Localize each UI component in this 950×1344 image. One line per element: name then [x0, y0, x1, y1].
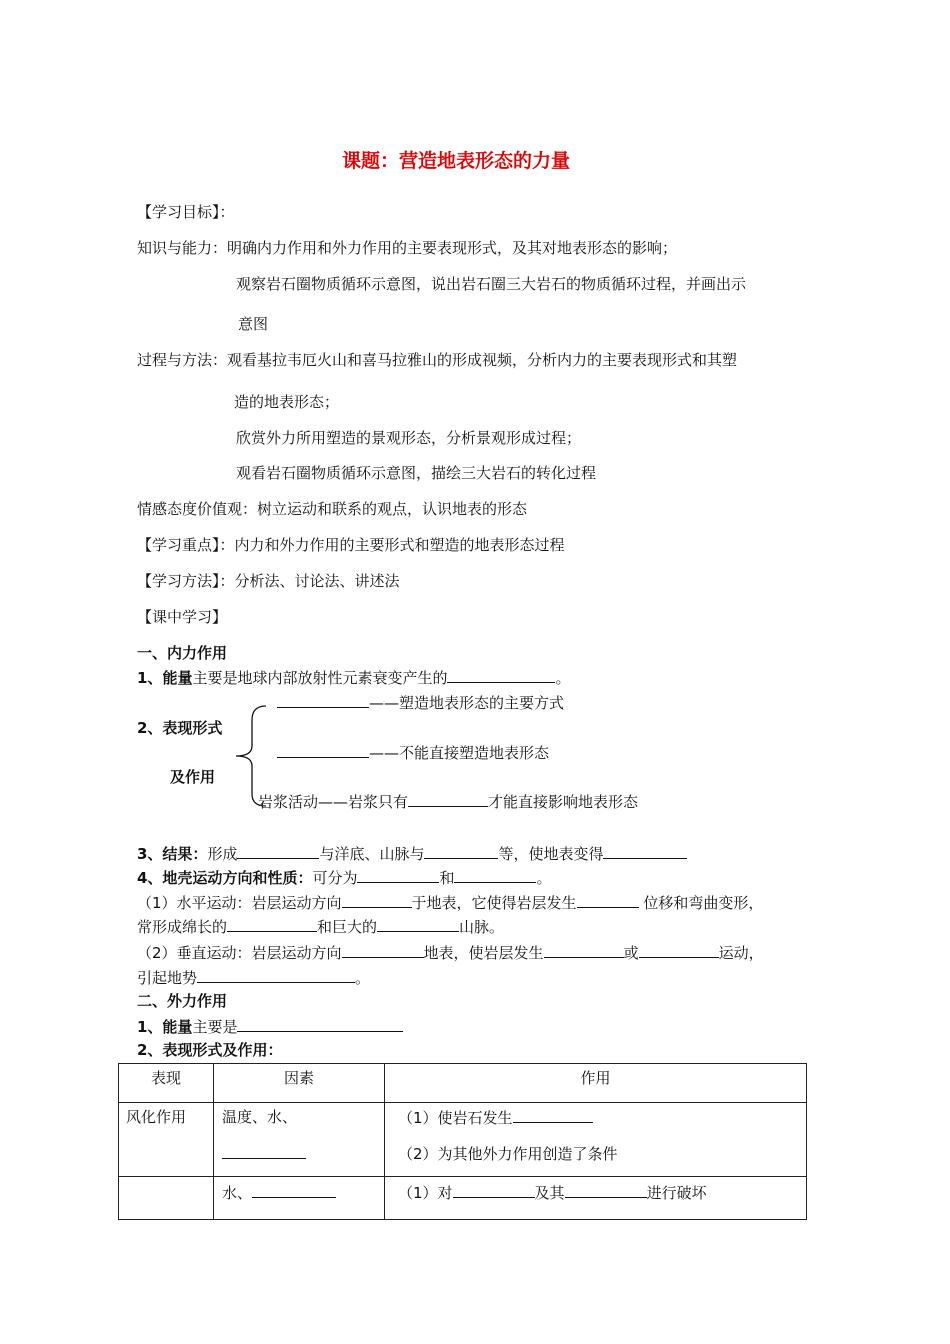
- blank[interactable]: [453, 1182, 535, 1198]
- horizontal-motion-line-1: [137, 892, 763, 913]
- table-cell: [214, 1177, 385, 1220]
- process-item-3: 观看岩石圈物质循环示意图，描绘三大岩石的转化过程: [236, 464, 597, 482]
- brace-line-3-a: 岩浆活动——岩浆只有: [258, 793, 409, 811]
- method-row: [137, 571, 400, 591]
- brace-line-2-text: ——不能直接塑造地表形态: [369, 744, 550, 762]
- erosion-effect: [385, 1177, 806, 1203]
- vertical-motion-line-1: [137, 942, 764, 963]
- key-point-label: 【学习重点】：: [137, 536, 235, 554]
- key-point-text: 内力和外力作用的主要形式和塑造的地表形态过程: [234, 536, 565, 554]
- process-row: [137, 350, 737, 370]
- horizontal-motion-line-2: [137, 916, 504, 937]
- brace-line-3-b: 才能直接影响地表形态: [488, 793, 639, 811]
- blank[interactable]: [277, 692, 369, 708]
- weathering-factor-blank: [214, 1127, 384, 1164]
- table-row: [119, 1103, 807, 1177]
- horizontal-motion-d: 常形成绵长的: [137, 918, 228, 936]
- table-cell: [214, 1103, 385, 1177]
- header-factor: 因素: [283, 1069, 314, 1087]
- table-cell: [385, 1177, 807, 1220]
- blank[interactable]: [513, 1107, 593, 1123]
- blank[interactable]: [565, 1182, 647, 1198]
- weathering-factor: 温度、水、: [222, 1108, 298, 1126]
- weathering-effect-1: [385, 1103, 806, 1128]
- table-header-row: [119, 1064, 807, 1103]
- s1-item-1: [137, 667, 570, 688]
- emotion-goal: 情感态度价值观：树立运动和联系的观点，认识地表的形态: [137, 500, 528, 518]
- s1-item-1-text: 主要是地球内部放射性元素衰变产生的: [192, 669, 448, 687]
- blank[interactable]: [237, 843, 319, 859]
- key-point-row: [137, 535, 565, 555]
- s1-item-1-num: 1、: [137, 669, 163, 687]
- horizontal-motion-a: （1）水平运动：岩层运动方向: [137, 894, 342, 912]
- s1-item-2-label-cont: 及作用: [170, 768, 216, 786]
- blank[interactable]: [222, 1143, 306, 1159]
- brace-line-2: [277, 742, 549, 763]
- blank[interactable]: [639, 942, 719, 958]
- vertical-motion-f: 。: [355, 969, 371, 987]
- blank[interactable]: [603, 843, 687, 859]
- table-cell: [119, 1177, 214, 1220]
- blank[interactable]: [357, 867, 439, 883]
- table-row: [119, 1177, 807, 1220]
- table-header-cell: [119, 1064, 214, 1103]
- s1-item-4-c: 。: [536, 869, 552, 887]
- blank[interactable]: [277, 742, 369, 758]
- blank[interactable]: [544, 942, 624, 958]
- method-label: 【学习方法】：: [137, 572, 235, 590]
- process-item-2: 欣赏外力所用塑造的景观形态，分析景观形成过程；: [236, 429, 582, 447]
- s1-item-1-end: 。: [555, 669, 571, 687]
- vertical-motion-a: （2）垂直运动：岩层运动方向: [137, 944, 342, 962]
- table-cell: [385, 1103, 807, 1177]
- erosion-factor: [214, 1177, 384, 1203]
- vertical-motion-d: 运动，: [718, 944, 764, 962]
- page-title: 课题：营造地表形态的力量: [342, 150, 571, 172]
- horizontal-motion-f: 山脉。: [459, 918, 505, 936]
- blank[interactable]: [227, 916, 317, 932]
- s2-item-2: 2、表现形式及作用：: [137, 1041, 283, 1059]
- s2-item-1-text: 主要是: [192, 1018, 238, 1036]
- table-header-cell: [385, 1064, 807, 1103]
- vertical-motion-c: 或: [623, 944, 639, 962]
- goals-heading: 【学习目标】：: [137, 203, 235, 221]
- blank[interactable]: [424, 843, 498, 859]
- blank[interactable]: [342, 892, 412, 908]
- knowledge-item-2-cont: 意图: [238, 315, 269, 333]
- erosion-effect-b: 及其: [534, 1184, 565, 1202]
- process-label: 过程与方法：: [137, 351, 228, 369]
- vertical-motion-line-2: [137, 967, 370, 988]
- process-item-1-cont: 造的地表形态；: [234, 393, 340, 411]
- s1-item-3-b: 与洋底、山脉与: [319, 845, 425, 863]
- blank[interactable]: [252, 1182, 336, 1198]
- section-1-heading: 一、内力作用: [137, 644, 228, 662]
- blank[interactable]: [237, 1016, 403, 1032]
- knowledge-item-2: 观察岩石圈物质循环示意图，说出岩石圈三大岩石的物质循环过程，并画出示: [236, 275, 747, 293]
- blank[interactable]: [197, 967, 355, 983]
- header-performance: 表现: [150, 1069, 181, 1087]
- s1-item-4-a: 可分为: [312, 869, 358, 887]
- s1-item-4: [137, 867, 552, 888]
- s1-item-2-label: 2、表现形式: [137, 719, 223, 737]
- erosion-effect-a: （1）对: [398, 1184, 453, 1202]
- horizontal-motion-e: 和巨大的: [317, 918, 378, 936]
- blank[interactable]: [454, 867, 536, 883]
- in-class-heading: 【课中学习】: [137, 608, 228, 626]
- blank[interactable]: [377, 916, 459, 932]
- brace-line-1: [277, 692, 564, 713]
- s1-item-4-label: 4、地壳运动方向和性质：: [137, 869, 313, 887]
- s1-item-1-bold: 能量: [162, 669, 193, 687]
- knowledge-label: 知识与能力：: [137, 239, 228, 257]
- weathering-effect-2: （2）为其他外力作用创造了条件: [398, 1145, 618, 1163]
- vertical-motion-b: 地表，使岩层发生: [423, 944, 544, 962]
- weathering-effect-1-text: （1）使岩石发生: [398, 1109, 513, 1127]
- knowledge-row: [137, 238, 677, 258]
- s2-item-1-label: 1、能量: [137, 1018, 193, 1036]
- knowledge-item-1: 明确内力作用和外力作用的主要表现形式，及其对地表形态的影响；: [227, 239, 678, 257]
- weathering-label: 风化作用: [126, 1108, 187, 1126]
- method-text: 分析法、讨论法、讲述法: [234, 572, 400, 590]
- s1-item-3-a: 形成: [207, 845, 238, 863]
- header-effect: 作用: [580, 1069, 611, 1087]
- blank[interactable]: [408, 791, 488, 807]
- erosion-factor-text: 水、: [222, 1184, 253, 1202]
- horizontal-motion-c: 位移和弯曲变形，: [638, 894, 764, 912]
- s1-item-3-label: 3、结果：: [137, 845, 208, 863]
- blank[interactable]: [577, 892, 639, 908]
- s1-item-3: [137, 843, 687, 864]
- brace-line-3: [258, 791, 638, 812]
- process-item-1: 观看基拉韦厄火山和喜马拉雅山的形成视频，分析内力的主要表现形式和其塑: [227, 351, 738, 369]
- section-2-heading: 二、外力作用: [137, 992, 228, 1010]
- blank[interactable]: [342, 942, 424, 958]
- table-header-cell: [214, 1064, 385, 1103]
- table-cell: [119, 1103, 214, 1177]
- horizontal-motion-b: 于地表，它使得岩层发生: [411, 894, 577, 912]
- s2-item-1: [137, 1016, 403, 1037]
- s1-item-3-c: 等，使地表变得: [498, 845, 604, 863]
- erosion-effect-c: 进行破坏: [646, 1184, 707, 1202]
- brace-line-1-text: ——塑造地表形态的主要方式: [369, 694, 565, 712]
- external-force-table: [118, 1063, 807, 1220]
- s1-item-4-b: 和: [439, 869, 455, 887]
- blank[interactable]: [447, 667, 555, 683]
- vertical-motion-e: 引起地势: [137, 969, 198, 987]
